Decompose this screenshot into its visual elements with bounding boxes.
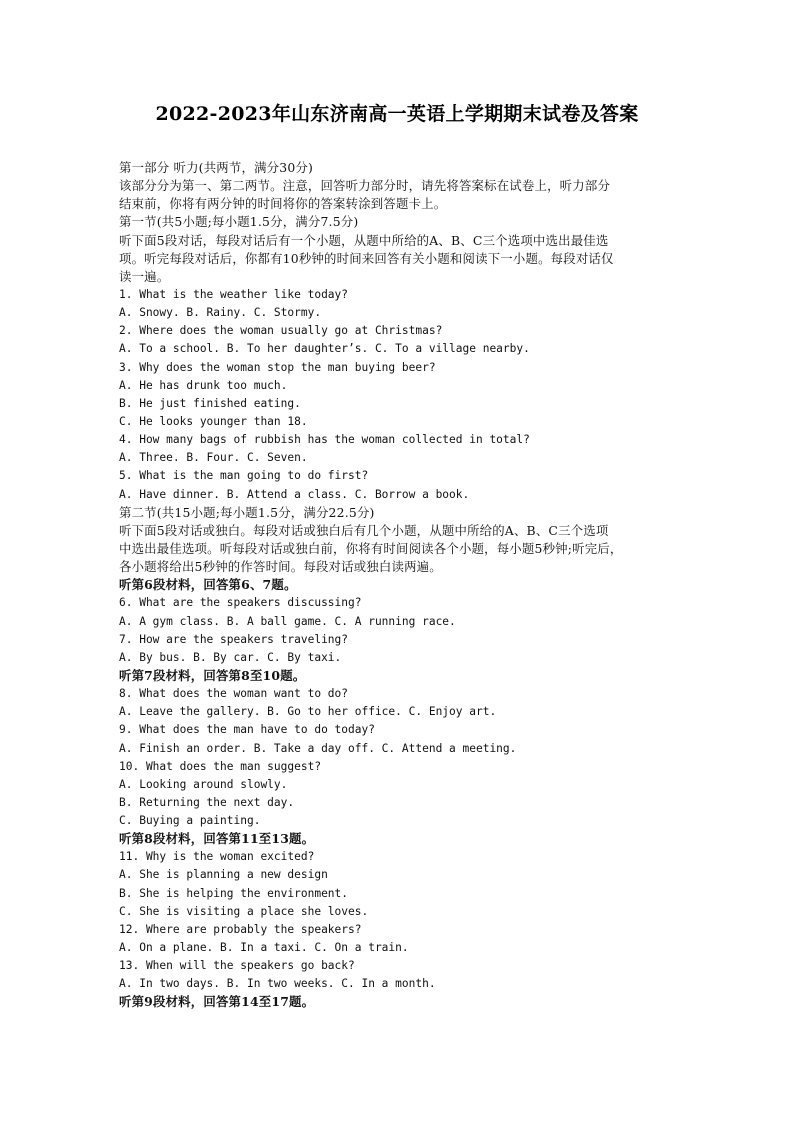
question-line: B. She is helping the environment. [119,886,349,900]
question-line: A. Finish an order. B. Take a day off. C. Attend a meeting. [119,741,517,755]
question-line: 4. How many bags of rubbish has the woman collected in total? [119,433,530,447]
question-line: 9. What does the man have to do today? [119,723,375,737]
instruction-line: 听第7段材料，回答第8至10题。 [119,667,306,683]
question-line: B. He just finished eating. [119,396,301,410]
question-line: 12. Where are probably the speakers? [119,922,362,936]
question-line: 13. When will the speakers go back? [119,959,355,973]
question-line: 10. What does the man suggest? [119,759,322,773]
question-line: 3. Why does the woman stop the man buying beer? [119,360,436,374]
question-line: A. He has drunk too much. [119,378,288,392]
question-line: A. On a plane. B. In a taxi. C. On a train. [119,941,409,955]
question-line: 7. How are the speakers traveling? [119,632,349,646]
question-line: 6. What are the speakers discussing? [119,596,362,610]
question-line: A. Have dinner. B. Attend a class. C. Borrow a book. [119,487,470,501]
instruction-line: 第一节(共5小题;每小题1.5分，满分7.5分) [119,214,359,230]
question-line: A. Snowy. B. Rainy. C. Stormy. [119,306,322,320]
document-title: 2022-2023年山东济南高一英语上学期期末试卷及答案 [155,103,639,125]
question-line: 2. Where does the woman usually go at Christmas? [119,324,443,338]
instruction-line: 听第8段材料，回答第11至13题。 [119,831,315,847]
question-line: B. Returning the next day. [119,795,295,809]
instruction-line: 听第6段材料，回答第6、7题。 [119,577,297,593]
question-line: A. By bus. B. By car. C. By taxi. [119,650,342,664]
question-line: A. A gym class. B. A ball game. C. A running race. [119,614,456,628]
instruction-line: 结束前，你将有两分钟的时间将你的答案转涂到答题卡上。 [119,196,447,212]
question-line: A. Looking around slowly. [119,777,288,791]
instruction-line: 第一部分 听力(共两节，满分30分) [119,160,314,175]
question-line: C. Buying a painting. [119,814,261,828]
instruction-line: 听下面5段对话或独白。每段对话或独白后有几个小题，从题中所给的A、B、C三个选项 [119,522,609,538]
question-line: C. He looks younger than 18. [119,414,308,428]
instruction-line: 听第9段材料，回答第14至17题。 [119,994,315,1010]
question-line: 1. What is the weather like today? [119,287,349,301]
instruction-line: 读一遍。 [119,268,170,284]
instruction-line: 第二节(共15小题;每小题1.5分，满分22.5分) [119,504,375,520]
instruction-line: 听下面5段对话，每段对话后有一个小题，从题中所给的A、B、C三个选项中选出最佳选 [119,232,609,248]
question-line: A. In two days. B. In two weeks. C. In a month. [119,977,436,991]
document-body [119,159,679,1012]
instruction-line: 中选出最佳选项。听每段对话或独白前，你将有时间阅读各个小题，每小题5秒钟;听完后， [119,540,623,556]
question-line: A. To a school. B. To her daughter’s. C. To a village nearby. [119,342,530,356]
instruction-line: 各小题将给出5秒钟的作答时间。每段对话或独白读两遍。 [119,559,442,575]
question-line: A. She is planning a new design [119,868,328,882]
question-line: 5. What is the man going to do first? [119,469,369,483]
question-line: C. She is visiting a place she loves. [119,904,369,918]
instruction-line: 该部分分为第一、第二两节。注意，回答听力部分时，请先将答案标在试卷上，听力部分 [119,178,611,194]
question-line: A. Three. B. Four. C. Seven. [119,451,308,465]
question-line: A. Leave the gallery. B. Go to her office. C. Enjoy art. [119,705,497,719]
question-line: 8. What does the woman want to do? [119,687,349,701]
question-line: 11. Why is the woman excited? [119,850,315,864]
instruction-line: 项。听完每段对话后，你都有10秒钟的时间来回答有关小题和阅读下一小题。每段对话仅 [119,250,614,266]
